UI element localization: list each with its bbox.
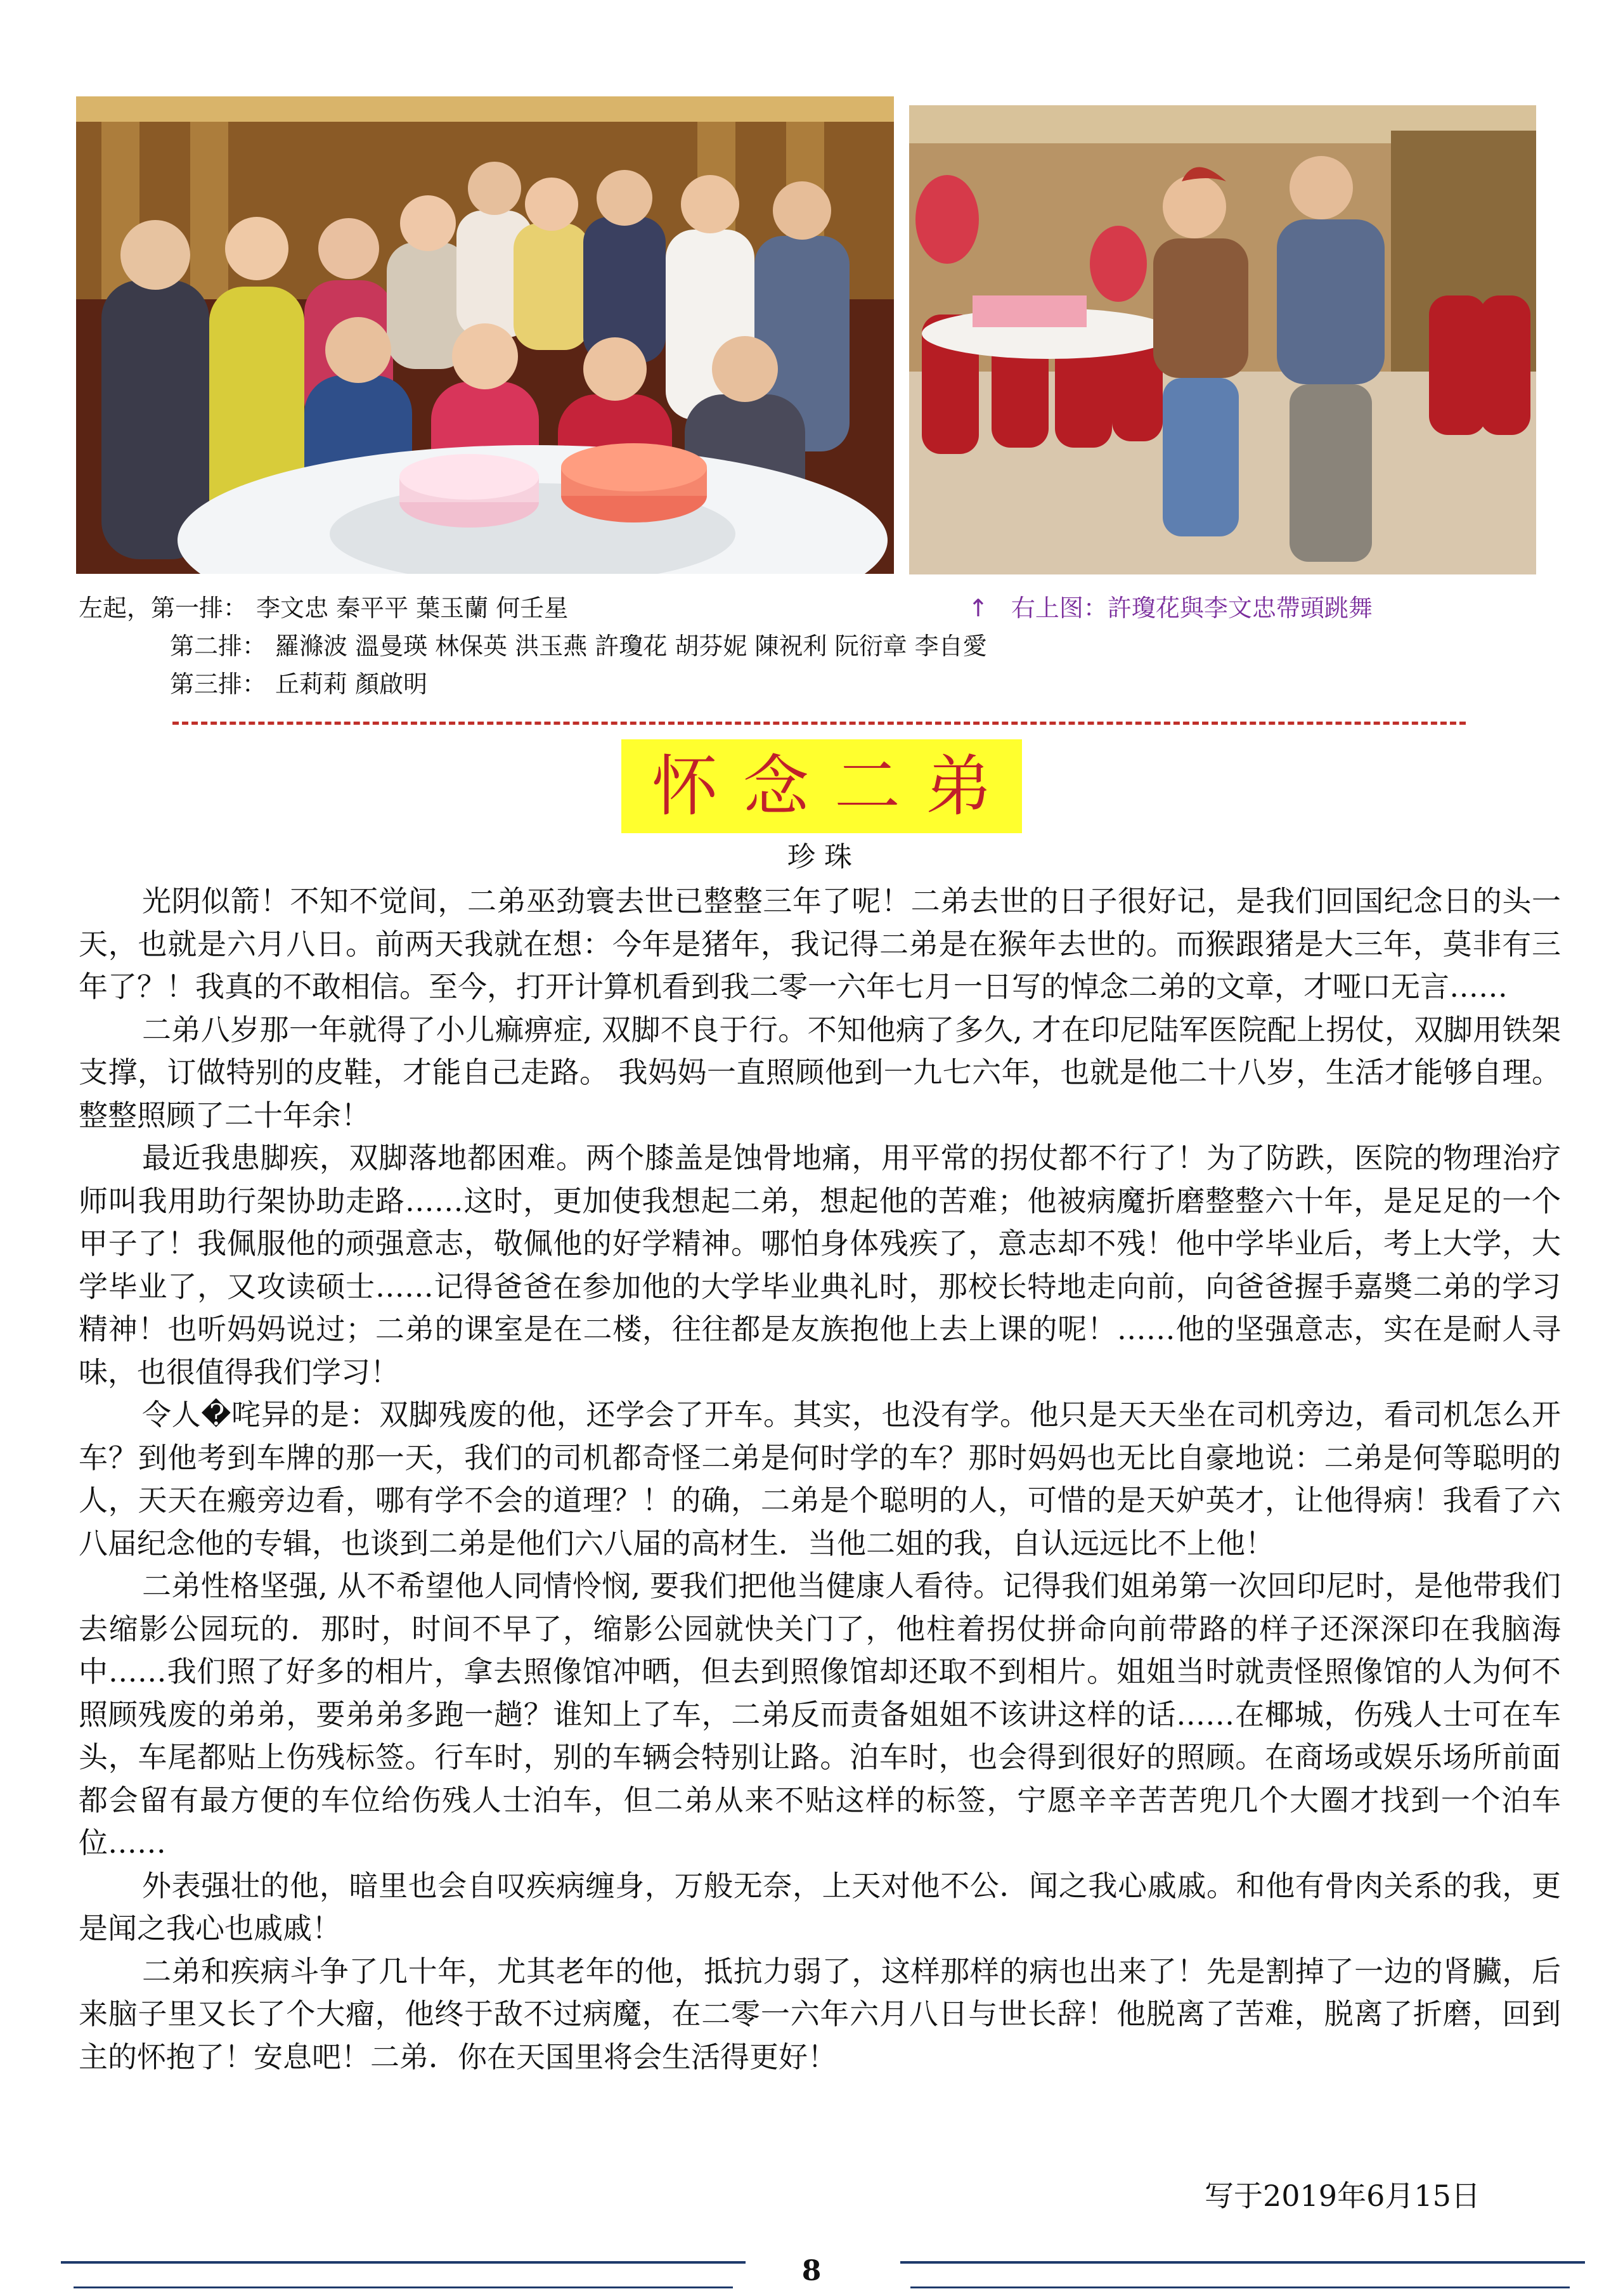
dancing-photo-illustration xyxy=(909,105,1536,574)
caption-row-1 xyxy=(79,590,568,626)
up-arrow-icon: ↑ xyxy=(968,594,988,622)
footer-rule-right-lower xyxy=(910,2286,1570,2288)
footer-rule-left-lower xyxy=(74,2286,733,2288)
caption-row-3 xyxy=(170,666,427,703)
footer-rule-left xyxy=(61,2261,746,2264)
caption-right-text: 右上图：許瓊花與李文忠帶頭跳舞 xyxy=(1011,594,1373,622)
caption-right-photo xyxy=(968,590,1373,626)
caption-row-3-names: 丘莉莉 顏啟明 xyxy=(275,670,428,698)
caption-row-1-label: 左起，第一排： xyxy=(79,594,248,622)
paragraph: 最近我患脚疾，双脚落地都困难。两个膝盖是蚀骨地痛，用平常的拐仗都不行了！为了防跌，医院的物理治疗师叫我用助行架协助走路……这时，更加使我想起二弟，想起他的苦难；他被病魔折磨整整六十年，是足足的一个甲子了！我佩服他的顽强意志，敬佩他的好学精神。哪怕身体残疾了，意志却不残！他中学毕业后，考上大学，大学毕业了，又攻读硕士……记得爸爸在参加他的大学毕业典礼时，那校长特地走向前，向爸爸握手嘉奬二弟的学习精神！也听妈妈说过；二弟的课室是在二楼，往往都是友族抱他上去上课的呢！……他的坚强意志，实在是耐人寻味，也很值得我们学习！ xyxy=(79,1141,1561,1389)
caption-row-1-names: 李文忠 秦平平 葉玉蘭 何壬星 xyxy=(256,594,569,622)
caption-row-3-label: 第三排： xyxy=(170,670,267,698)
caption-row-2-label: 第二排： xyxy=(170,632,267,660)
article-body xyxy=(79,880,1561,2079)
paragraph: 光阴似箭！不知不觉间，二弟巫劲寰去世已整整三年了呢！二弟去世的日子很好记，是我们回国纪念日的头一天，也就是六月八日。前两天我就在想：今年是猪年，我记得二弟是在猴年去世的。而猴跟猪是大三年，莫非有三年了？！我真的不敢相信。至今，打开计算机看到我二零一六年七月一日写的悼念二弟的文章，才哑口无言…… xyxy=(79,884,1561,1004)
paragraph: 二弟性格坚强, 从不希望他人同情怜悯, 要我们把他当健康人看待。记得我们姐弟第一次回印尼时，是他带我们去缩影公园玩的．那时，时间不早了，缩影公园就快关门了，他柱着拐仗拼命向前带路的样子还深深印在我脑海中……我们照了好多的相片，拿去照像馆冲晒，但去到照像馆却还取不到相片。姐姐当时就责怪照像馆的人为何不照顾残废的弟弟，要弟弟多跑一趟？谁知上了车，二弟反而责备姐姐不该讲这样的话……在椰城，伤残人士可在车头，车尾都贴上伤残标签。行车时，别的车辆会特别让路。泊车时，也会得到很好的照顾。在商场或娱乐场所前面都会留有最方便的车位给伤残人士泊车，但二弟从来不贴这样的标签，宁愿辛辛苦苦兜几个大圈才找到一个泊车位…… xyxy=(79,1569,1561,1860)
article-title: 怀念二弟 xyxy=(651,748,1017,825)
paragraph: 令人�咤异的是：双脚残废的他，还学会了开车。其实，也没有学。他只是天天坐在司机旁边，看司机怎么开车？到他考到车牌的那一天，我们的司机都奇怪二弟是何时学的车？那时妈妈也无比自豪地说：二弟是何等聪明的人，天天在瘢旁边看，哪有学不会的道理？！的确，二弟是个聪明的人，可惜的是天妒英才，让他得病！我看了六八届纪念他的专辑，也谈到二弟是他们六八届的高材生．当他二姐的我，自认远远比不上他！ xyxy=(79,1398,1561,1560)
caption-row-2-names: 羅滌波 溫曼瑛 林保英 洪玉燕 許瓊花 胡芬妮 陳祝利 阮衍章 李自愛 xyxy=(275,632,987,660)
dancing-photo xyxy=(909,105,1536,574)
paragraph: 二弟和疾病斗争了几十年，尤其老年的他，抵抗力弱了，这样那样的病也出来了！先是割掉了一边的肾臟，后来脑子里又长了个大瘤，他终于敌不过病魔，在二零一六年六月八日与世长辞！他脱离了苦难，脱离了折磨，回到主的怀抱了！安息吧！二弟．你在天国里将会生活得更好！ xyxy=(79,1954,1561,2074)
page-number: 8 xyxy=(801,2255,822,2287)
footer-rule-right xyxy=(900,2261,1585,2264)
paragraph: 外表强壮的他，暗里也会自叹疾病缠身，万般无奈，上天对他不公．闻之我心戚戚。和他有骨肉关系的我，更是闻之我心也戚戚！ xyxy=(79,1868,1561,1945)
title-highlight xyxy=(621,739,1022,833)
article-signature: 写于2019年6月15日 xyxy=(1205,2179,1480,2213)
group-photo xyxy=(76,96,894,574)
article-author: 珍珠 xyxy=(787,841,861,873)
caption-row-2 xyxy=(170,628,987,665)
paragraph: 二弟八岁那一年就得了小儿痲痹症, 双脚不良于行。不知他病了多久, 才在印尼陆军医院配上拐仗，双脚用铁架支撑，订做特别的皮鞋，才能自己走路。 我妈妈一直照顾他到一九七六年，也就是他二十八岁，生活才能够自理。整整照顾了二十年余！ xyxy=(79,1012,1561,1132)
dashed-divider xyxy=(172,722,1466,725)
group-photo-illustration xyxy=(76,96,894,574)
